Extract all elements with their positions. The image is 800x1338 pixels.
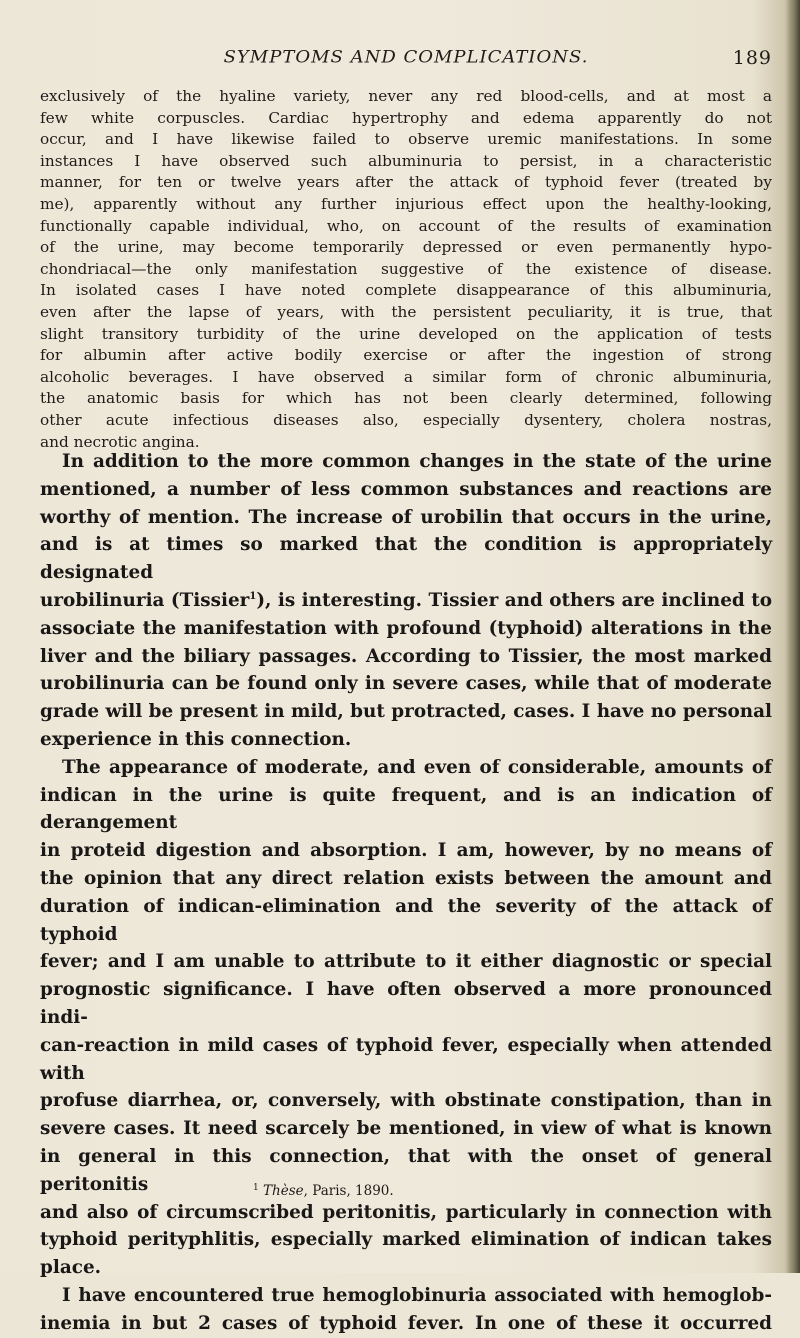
text-fragment: ), is interesting. Tissier and others are inclined to — [256, 589, 772, 611]
text-line: occur, and I have likewise failed to observe uremic manifestations. In some — [40, 130, 772, 149]
main-text — [40, 448, 772, 1338]
page-header — [40, 47, 772, 73]
text-line: for albumin after active bodily exercise or after the ingestion of strong — [40, 346, 772, 365]
text-line: prognostic significance. I have often observed a more pronounced indi- — [40, 979, 772, 1028]
text-line: alcoholic beverages. I have observed a similar form of chronic albuminuria, — [40, 367, 772, 386]
text-line: and also of circumscribed peritonitis, particularly in connection with — [40, 1201, 772, 1223]
text-line: The appearance of moderate, and even of considerable, amounts of — [62, 756, 772, 778]
text-line: the opinion that any direct relation exists between the amount and — [40, 867, 772, 889]
text-line: I have encountered true hemoglobinuria associated with hemoglob- — [62, 1284, 772, 1306]
urobilin-paragraph — [40, 448, 772, 754]
text-line — [40, 587, 772, 615]
text-line: manner, for ten or twelve years after the attack of typhoid fever (treated by — [40, 173, 772, 192]
page-number: 189 — [732, 47, 772, 69]
text-line: experience in this connection. — [40, 728, 352, 750]
text-line: typhoid perityphlitis, especially marked elimination of indican takes — [40, 1229, 772, 1251]
text-line: liver and the biliary passages. According to Tissier, the most marked — [40, 645, 772, 667]
text-line: grade will be present in mild, but protracted, cases. I have no personal — [40, 701, 772, 723]
text-line: instances I have observed such albuminuria to persist, in a characteristic — [40, 151, 772, 170]
text-line: and necrotic angina. — [40, 432, 200, 451]
text-line: in proteid digestion and absorption. I am, however, by no means of — [40, 840, 772, 862]
footnote-title: Thèse — [263, 1183, 304, 1199]
text-line: associate the manifestation with profound (typhoid) alterations in the — [40, 617, 772, 639]
text-line: can-reaction in mild cases of typhoid fever, especially when attended with — [40, 1034, 772, 1084]
text-line: me), apparently without any further injurious effect upon the healthy-looking, — [40, 194, 772, 213]
footnote-text: , Paris, 1890. — [303, 1183, 394, 1199]
running-head: SYMPTOMS AND COMPLICATIONS. — [223, 47, 589, 68]
text-line: even after the lapse of years, with the persistent peculiarity, it is true, that — [40, 302, 772, 321]
text-line: other acute infectious diseases also, especially dysentery, cholera nostras, — [40, 410, 772, 429]
text-line: of the urine, may become temporarily depressed or even permanently hypo- — [40, 238, 772, 257]
text-line: and is at times so marked that the condition is appropriately designated — [40, 534, 772, 584]
text-line: In isolated cases I have noted complete disappearance of this albuminuria, — [40, 281, 772, 300]
text-line: slight transitory turbidity of the urine developed on the application of tests — [40, 324, 772, 343]
albuminuria-paragraph — [40, 86, 772, 453]
footnote-marker: 1 — [253, 1183, 259, 1193]
text-line: urobilinuria can be found only in severe cases, while that of moderate — [40, 673, 772, 695]
text-line: fever; and I am unable to attribute to it either diagnostic or special — [40, 951, 772, 973]
text-line: in general in this connection, that with the onset of general peritonitis — [40, 1145, 772, 1195]
indican-paragraph — [40, 754, 772, 1282]
text-line: profuse diarrhea, or, conversely, with obstinate constipation, than in — [40, 1090, 772, 1112]
text-line: few white corpuscles. Cardiac hypertrophy and edema apparently do not — [40, 108, 772, 127]
page-edge-shadow — [786, 0, 800, 1273]
text-line: place. — [40, 1257, 102, 1279]
text-line: In addition to the more common changes in the state of the urine — [62, 451, 772, 472]
footnote — [253, 1182, 394, 1200]
footnote-reference: 1 — [249, 590, 257, 602]
text-line: exclusively of the hyaline variety, never any red blood-cells, and at most a — [40, 87, 772, 105]
text-line: severe cases. It need scarcely be mentioned, in view of what is known — [40, 1118, 772, 1140]
text-fragment: urobilinuria (Tissier — [40, 589, 250, 611]
text-line: chondriacal—the only manifestation suggestive of the existence of disease. — [40, 259, 772, 278]
hemoglobinuria-paragraph — [40, 1282, 772, 1338]
text-line: indican in the urine is quite frequent, and is an indication of derangement — [40, 784, 772, 834]
text-line: inemia in but 2 cases of typhoid fever. In one of these it occurred — [40, 1312, 772, 1334]
text-line: functionally capable individual, who, on account of the results of examination — [40, 216, 772, 235]
text-line: mentioned, a number of less common substances and reactions are — [40, 478, 772, 500]
text-line: worthy of mention. The increase of urobilin that occurs in the urine, — [40, 506, 772, 528]
text-line: duration of indican-elimination and the severity of the attack of typhoid — [40, 895, 772, 945]
text-line: the anatomic basis for which has not been clearly determined, following — [40, 389, 772, 408]
